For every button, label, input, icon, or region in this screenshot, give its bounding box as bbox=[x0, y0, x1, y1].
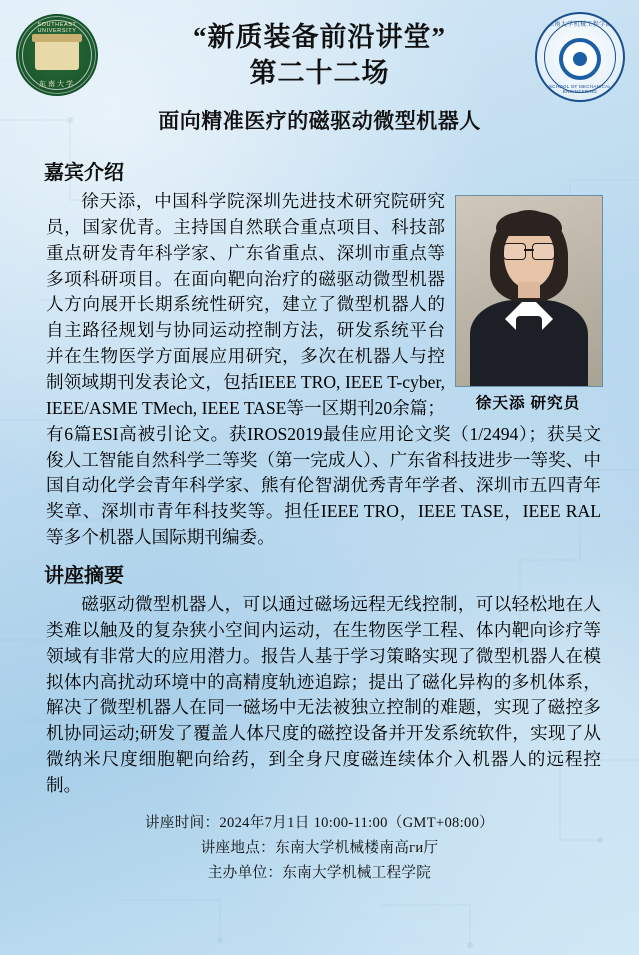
guest-photo-caption: 徐天添 研究员 bbox=[475, 395, 581, 412]
glasses-icon bbox=[503, 243, 555, 258]
poster-footer bbox=[0, 811, 639, 885]
southeast-university-seal-icon bbox=[16, 14, 98, 96]
poster-header bbox=[0, 0, 639, 146]
abstract-section-heading: 讲座摘要 bbox=[44, 565, 124, 588]
glasses-lens-right bbox=[532, 243, 555, 260]
guest-section-heading: 嘉宾介绍 bbox=[44, 162, 124, 184]
glasses-lens-left bbox=[503, 243, 526, 260]
seal-top-text: 东南大学机械工程学院 bbox=[547, 22, 612, 28]
seal-top-text: SOUTHEAST UNIVERSITY bbox=[37, 22, 77, 34]
guest-biography-text: 徐天添，中国科学院深圳先进技术研究院研究员，国家优青。主持国自然联合重点项目、科技部重点研发青年科学家、广东省重点、深圳市重点等多项科研项目。在面向靶向治疗的磁驱动微型机器人方向展开长期系统性研究，建立了微型机器人的自主路径规划与协同运动控制方法，研发系统平台并在生物医学方面展应用研究，多次在机器人与控制领域期刊发表论文，包括IEEE TRO, IEEE T-cyber, IEEE/ASME TMech, IEEE TASE等一区期刊20余篇；有6篇ESI高被引论文。获IROS2019最佳应用论文奖（1/2494）；获吴文俊人工智能自然科学二等奖（第一完成人）、广东省科技进步一等奖、中国自动化学会青年科学家、熊有伦智湖优秀青年学者、深圳市五四青年奖章、深圳市青年科技奖等。担任IEEE TRO，IEEE TASE，IEEE RAL等多个机器人国际期刊编委。 bbox=[46, 191, 601, 548]
guest-section-body-block bbox=[46, 189, 601, 551]
lecture-place: 讲座地点：东南大学机械楼南高ги厅 bbox=[200, 839, 439, 856]
guest-portrait-image bbox=[455, 195, 603, 387]
poster-title-line1: “新质装备前沿讲堂” bbox=[193, 22, 446, 52]
seal-bottom-text: SCHOOL OF MECHANICAL ENGINEERING bbox=[548, 84, 612, 94]
gear-icon bbox=[559, 38, 601, 80]
portrait-collar-inner bbox=[516, 316, 542, 350]
seal-bottom-text: 东南大学 bbox=[39, 81, 75, 88]
lecture-time: 讲座时间：2024年7月1日 10:00-11:00（GMT+08:00） bbox=[144, 814, 495, 831]
seal-arch-graphic bbox=[35, 40, 79, 70]
guest-photo-block bbox=[455, 195, 601, 416]
portrait-neck bbox=[518, 282, 540, 298]
poster-subtitle: 面向精准医疗的磁驱动微型机器人 bbox=[158, 109, 481, 134]
school-of-mechanical-engineering-seal-icon bbox=[535, 12, 625, 102]
abstract-text: 磁驱动微型机器人，可以通过磁场远程无线控制，可以轻松地在人类难以触及的复杂狭小空间内运动，在生物医学工程、体内靶向诊疗等领域有非常大的应用潜力。报告人基于学习策略实现了微型机器人在模拟体内高扰动环境中的高精度轨迹追踪；提出了磁化异构的多机体系，解决了微型机器人在同一磁场中无法被独立控制的难题，实现了磁控多机协同运动;研发了覆盖人体尺度的磁控设备并开发系统软件，实现了从微纳米尺度细胞靶向给药，到全身尺度磁连续体介入机器人的远程控制。 bbox=[46, 594, 601, 796]
poster-title-line2: 第二十二场 bbox=[249, 57, 390, 88]
abstract-section-body-block bbox=[46, 592, 601, 799]
portrait-fringe bbox=[496, 212, 562, 236]
lecture-organizer: 主办单位：东南大学机械工程学院 bbox=[207, 864, 432, 881]
